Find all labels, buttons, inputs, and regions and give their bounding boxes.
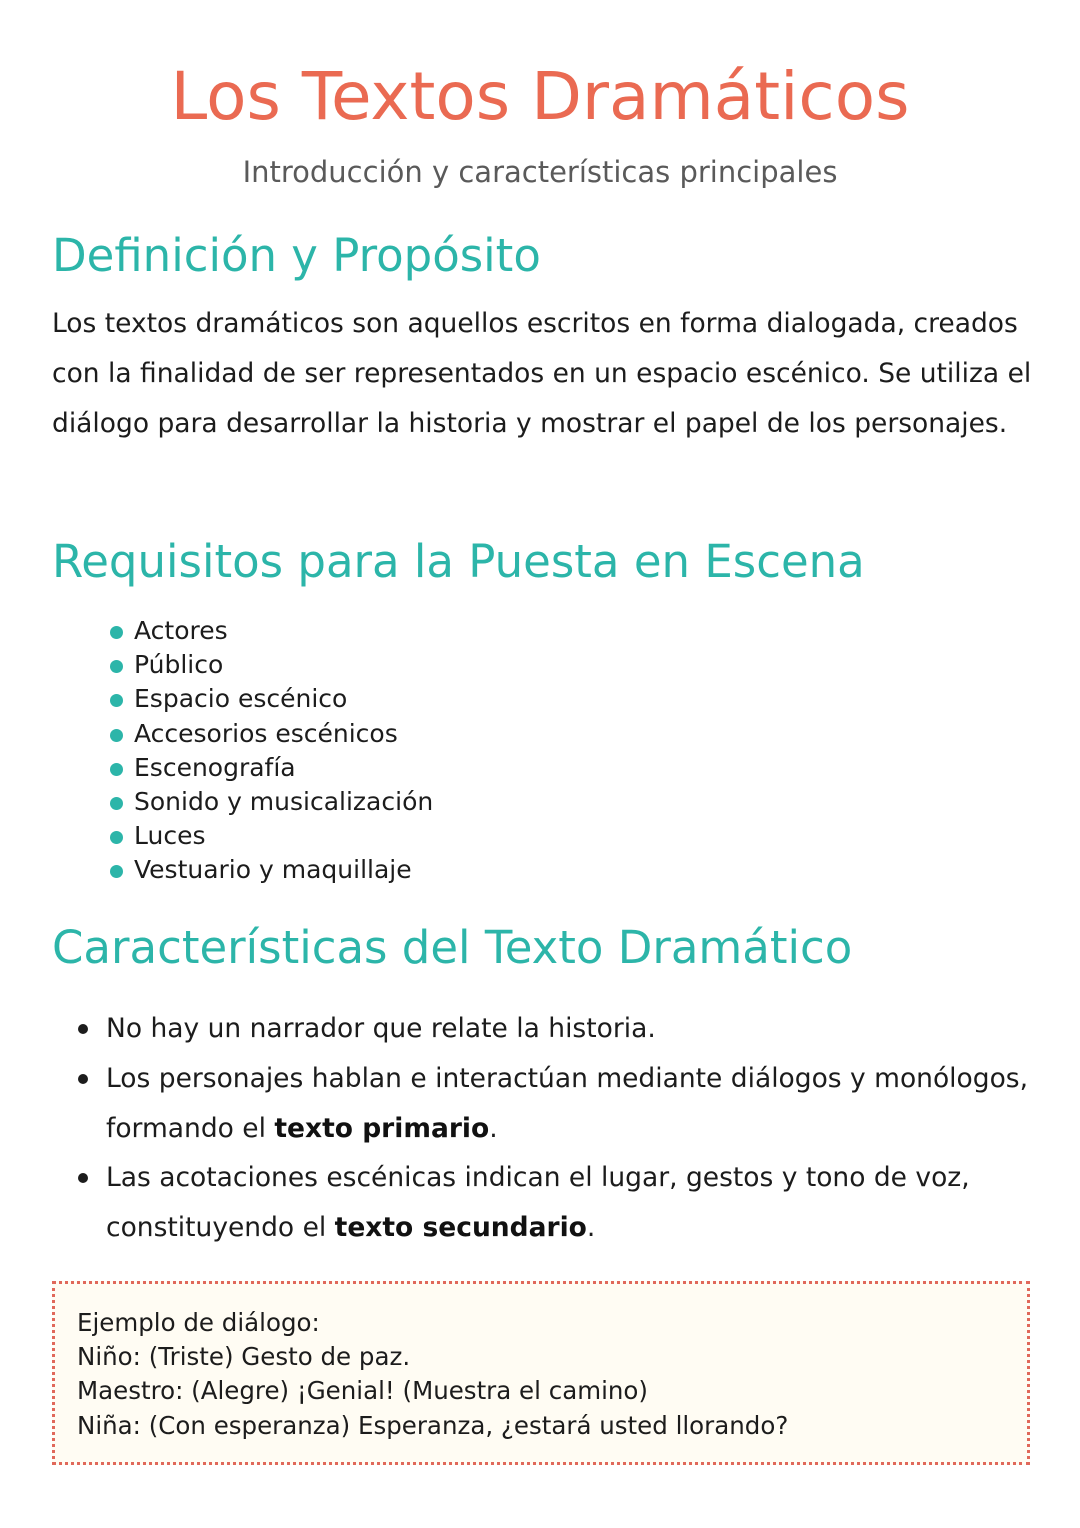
dialogue-example-line: Ejemplo de diálogo: xyxy=(77,1308,320,1337)
caracteristicas-item-tail: . xyxy=(489,1112,498,1144)
teal-bullet-icon xyxy=(110,831,123,844)
requisitos-item-label: Público xyxy=(134,650,224,680)
teal-bullet-icon xyxy=(110,763,123,776)
requisitos-item-label: Sonido y musicalización xyxy=(134,787,434,817)
requisitos-list-item xyxy=(108,785,433,819)
caracteristicas-list-item xyxy=(76,1054,1036,1154)
requisitos-item-label: Luces xyxy=(134,821,206,851)
teal-bullet-icon xyxy=(110,729,123,742)
page-title: Los Textos Dramáticos xyxy=(170,58,910,135)
caracteristicas-list xyxy=(76,1004,1036,1253)
dialogue-example-lines xyxy=(77,1306,788,1443)
caracteristicas-item-text: Los personajes hablan e interactúan mediante diálogos y monólogos, formando el xyxy=(106,1062,1029,1144)
caracteristicas-list-item xyxy=(76,1004,1036,1054)
teal-bullet-icon xyxy=(110,694,123,707)
section-heading-requisitos: Requisitos para la Puesta en Escena xyxy=(52,535,865,588)
requisitos-item-label: Actores xyxy=(134,616,228,645)
teal-bullet-icon xyxy=(110,660,123,673)
requisitos-list-item xyxy=(108,819,433,853)
requisitos-list-item xyxy=(108,853,433,887)
caracteristicas-list-item xyxy=(76,1153,1036,1253)
caracteristicas-item-text: No hay un narrador que relate la historia. xyxy=(106,1013,656,1044)
requisitos-list-item xyxy=(108,682,433,716)
dialogue-example-line: Niño: (Triste) Gesto de paz. xyxy=(77,1342,411,1372)
dialogue-example-line: Maestro: (Alegre) ¡Genial! (Muestra el camino) xyxy=(77,1376,648,1406)
teal-bullet-icon xyxy=(110,865,123,878)
requisitos-item-label: Espacio escénico xyxy=(134,684,348,714)
requisitos-item-label: Escenografía xyxy=(134,752,296,782)
page-subtitle: Introducción y características principales xyxy=(242,155,838,189)
requisitos-list-item xyxy=(108,648,433,682)
section-heading-caracteristicas: Características del Texto Dramático xyxy=(52,921,853,974)
dialogue-example-line: Niña: (Con esperanza) Esperanza, ¿estará usted llorando? xyxy=(77,1410,789,1440)
section-heading-definicion: Definición y Propósito xyxy=(52,229,541,282)
requisitos-list xyxy=(108,614,433,888)
teal-bullet-icon xyxy=(110,797,123,810)
caracteristicas-item-bold: texto secundario xyxy=(334,1212,587,1244)
dialogue-example-box xyxy=(52,1281,1030,1465)
requisitos-list-item xyxy=(108,717,433,751)
black-bullet-icon xyxy=(78,1173,88,1183)
caracteristicas-item-text: Las acotaciones escénicas indican el lugar, gestos y tono de voz, constituyendo el xyxy=(106,1162,970,1244)
requisitos-list-item xyxy=(108,614,433,648)
black-bullet-icon xyxy=(78,1074,88,1084)
requisitos-item-label: Accesorios escénicos xyxy=(134,718,398,748)
requisitos-list-item xyxy=(108,751,433,785)
definicion-paragraph: Los textos dramáticos son aquellos escritos en forma dialogada, creados con la finalidad de ser representados en un espacio escénico. Se utiliza el diálogo para desarrollar la historia y mostrar el papel de los personajes. xyxy=(52,308,1032,439)
caracteristicas-item-tail: . xyxy=(586,1212,596,1244)
requisitos-item-label: Vestuario y maquillaje xyxy=(134,855,412,885)
teal-bullet-icon xyxy=(110,626,123,639)
caracteristicas-item-bold: texto primario xyxy=(274,1112,490,1144)
black-bullet-icon xyxy=(78,1024,88,1034)
